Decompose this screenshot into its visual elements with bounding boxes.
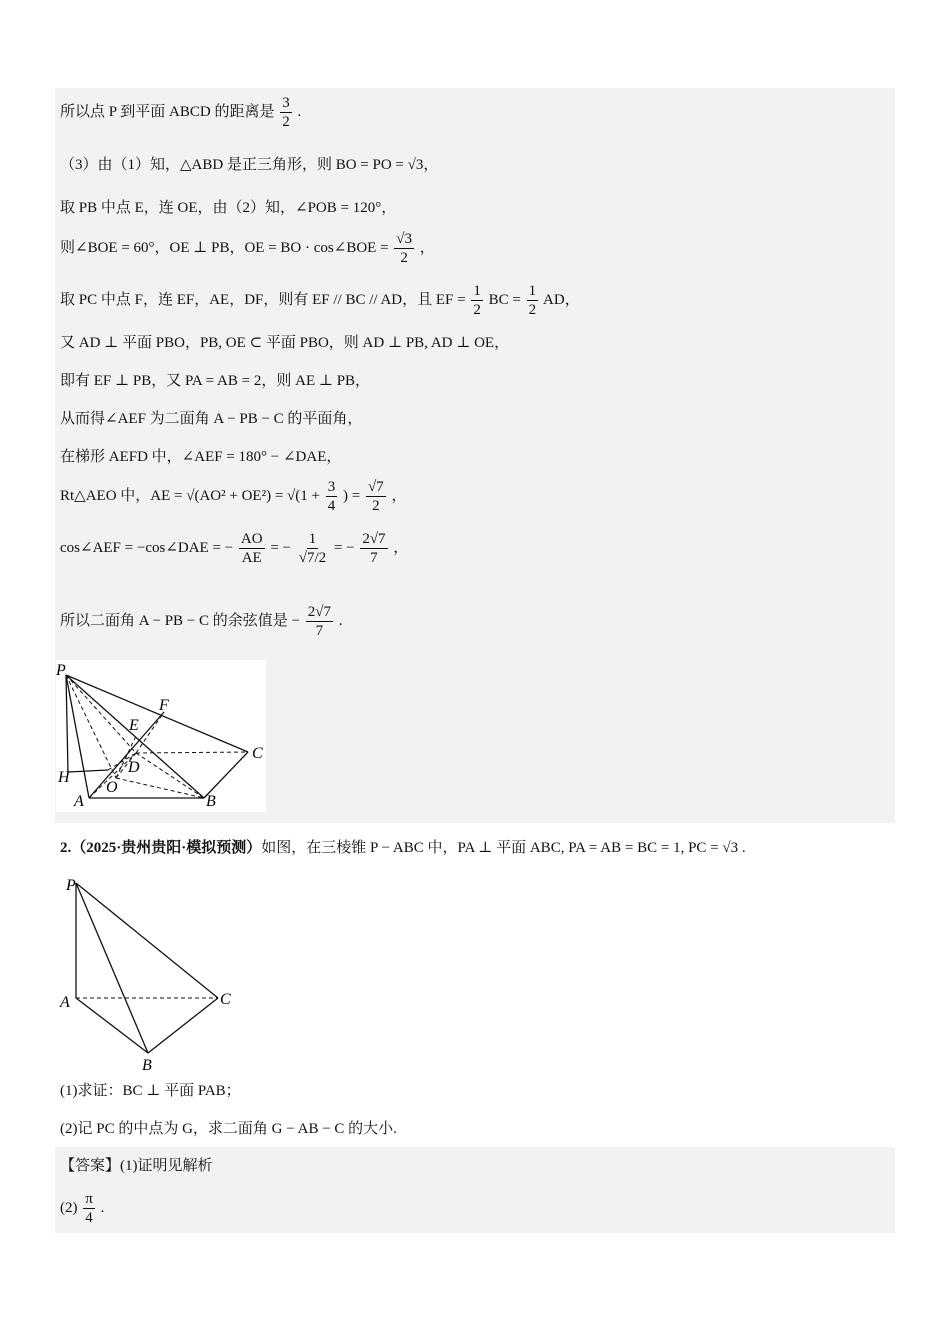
fig2-label-B: B xyxy=(142,1057,152,1074)
solution-line-12: 所以二面角 A − PB − C 的余弦值是 − $\frac{2√7}{7}$ . xyxy=(60,604,343,639)
fig1-label-B: B xyxy=(206,793,216,810)
solution-line-5: 取 PC 中点 F，连 EF，AE，DF，则有 EF // BC // AD，且 EF = $\frac{1}{2}$ BC = $\frac{1}{2}$ AD， xyxy=(60,283,580,318)
solution-line-11: cos∠AEF = −cos∠DAE = − $\frac{AO}{AE}$ = − $\frac{1}{√7/2}$ = − $\frac{2√7}{7}$ ， xyxy=(60,531,409,566)
fig1-label-H: H xyxy=(58,769,70,786)
fig1-label-A: A xyxy=(74,793,84,810)
answer-line-2: (2) $\frac{\pi}{4}$ . xyxy=(60,1191,105,1226)
solution-line-6: 又 AD ⊥ 平面 PBO，PB, OE ⊂ 平面 PBO，则 AD ⊥ PB, AD ⊥ OE， xyxy=(60,335,510,351)
solution-line-9: 在梯形 AEFD 中，∠AEF = 180° − ∠DAE， xyxy=(60,449,342,465)
solution-line-10: Rt△AEO 中，AE = √(AO² + OE²) = √(1 + $\frac{3}{4}$ ) = $\frac{√7}{2}$ ， xyxy=(60,479,407,514)
solution-line-1: 所以点 P 到平面 ABCD 的距离是 $\frac{3}{2}$ . xyxy=(60,95,302,130)
problem-2-stem: 2.（2025·贵州贵阳·模拟预测）如图，在三棱锥 P − ABC 中，PA ⊥ 平面 ABC, PA = AB = BC = 1, PC = √3 . xyxy=(60,840,746,856)
answer-line-1: 【答案】(1)证明见解析 xyxy=(60,1158,213,1174)
solution-line-8: 从而得∠AEF 为二面角 A − PB − C 的平面角， xyxy=(60,411,363,427)
question-1: (1)求证：BC ⊥ 平面 PAB； xyxy=(60,1083,241,1099)
pyramid-figure-2 xyxy=(56,870,246,1075)
fig2-label-P: P xyxy=(66,877,76,894)
question-2: (2)记 PC 的中点为 G，求二面角 G − AB − C 的大小. xyxy=(60,1121,397,1137)
fig1-label-E: E xyxy=(129,717,139,734)
solution-line-7: 即有 EF ⊥ PB，又 PA = AB = 2，则 AE ⊥ PB， xyxy=(60,373,371,389)
solution-line-3: 取 PB 中点 E，连 OE，由（2）知，∠POB = 120°， xyxy=(60,200,397,216)
pyramid-figure-1 xyxy=(56,660,266,812)
fig2-label-A: A xyxy=(60,994,70,1011)
solution-line-4: 则∠BOE = 60°，OE ⊥ PB，OE = BO · cos∠BOE = $\frac{√3}{2}$ ， xyxy=(60,231,435,266)
fig2-label-C: C xyxy=(220,991,231,1008)
fig1-label-F: F xyxy=(159,697,169,714)
fig1-label-P: P xyxy=(56,662,66,679)
fig1-label-D: D xyxy=(128,759,140,776)
fig1-label-O: O xyxy=(106,779,118,796)
fig1-label-C: C xyxy=(252,745,263,762)
solution-line-2: （3）由（1）知，△ABD 是正三角形，则 BO = PO = √3， xyxy=(60,157,439,173)
